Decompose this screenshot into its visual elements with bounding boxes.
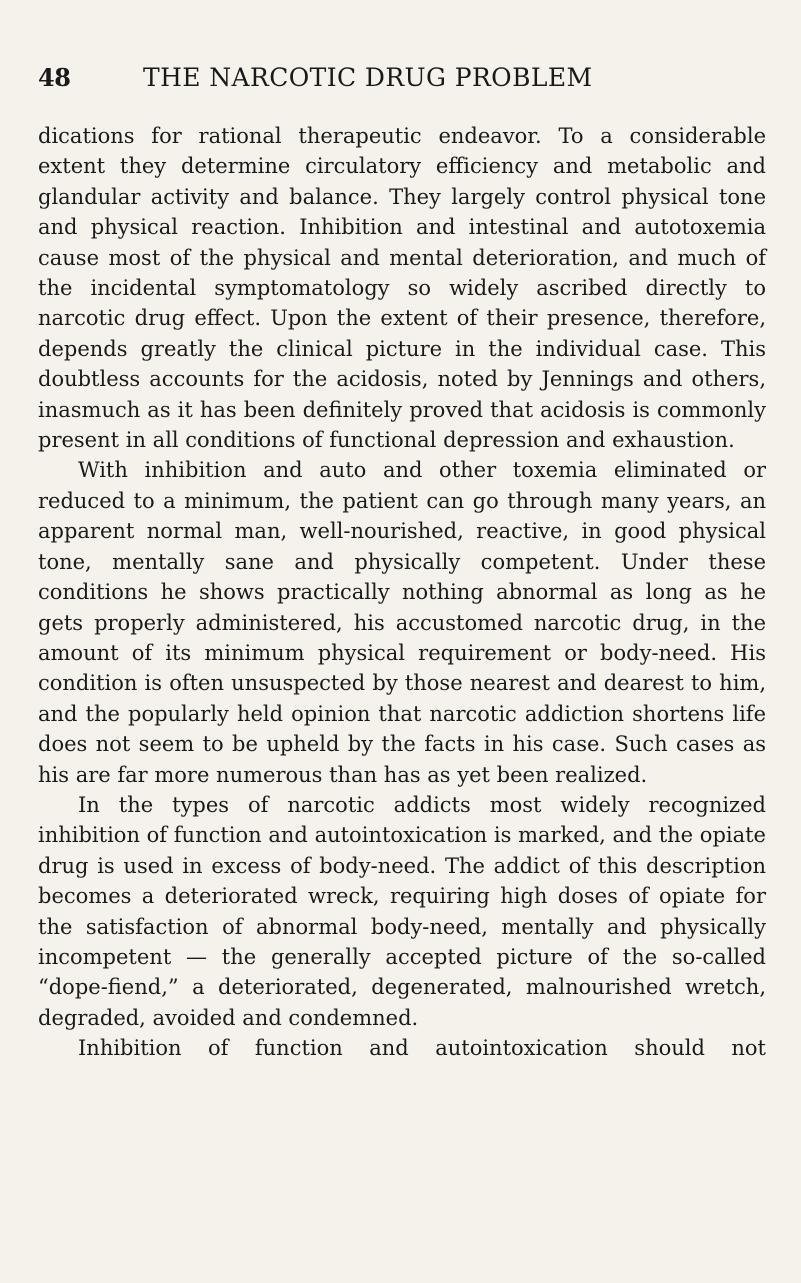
paragraph: With inhibition and auto and other toxemia eliminated or reduced to a minimum, the patient can go through many years, an apparent normal man, well-nourished, reactive, in good physical tone, mentally sane and physically competent. Under these conditions he shows practically nothing abnormal as long as he gets properly administered, his accustomed narcotic drug, in the amount of its minimum physical requirement or body-need. His condition is often unsuspected by those nearest and dearest to him, and the popularly held opinion that narcotic addiction shortens life does not seem to be upheld by the facts in his case. Such cases as his are far more numerous than has as yet been realized. <box>38 458 766 787</box>
page-header <box>38 63 758 97</box>
paragraph: dications for rational therapeutic endeavor. To a considerable extent they determine circulatory efficiency and metabolic and glandular activity and balance. They largely control physical tone and physical reaction. Inhibition and intestinal and autotoxemia cause most of the physical and mental deterioration, and much of the incidental symptomatology so widely ascribed directly to narcotic drug effect. Upon the extent of their presence, therefore, depends greatly the clinical picture in the individual case. This doubtless accounts for the acidosis, noted by Jennings and others, inasmuch as it has been definitely proved that acidosis is commonly present in all conditions of functional depression and exhaustion. <box>38 124 766 453</box>
body-text <box>38 121 766 1064</box>
paragraph: Inhibition of function and autointoxication should not <box>78 1036 766 1061</box>
page-number: 48 <box>38 63 71 92</box>
paragraph: In the types of narcotic addicts most widely recognized inhibition of function and autointoxication is marked, and the opiate drug is used in excess of body-need. The addict of this description becomes a deteriorated wreck, requiring high doses of opiate for the satisfaction of abnormal body-need, mentally and physically incompetent — the generally accepted picture of the so-called “dope-fiend,” a deteriorated, degenerated, malnourished wretch, degraded, avoided and condemned. <box>38 792 766 1030</box>
running-head: THE NARCOTIC DRUG PROBLEM <box>143 63 593 92</box>
